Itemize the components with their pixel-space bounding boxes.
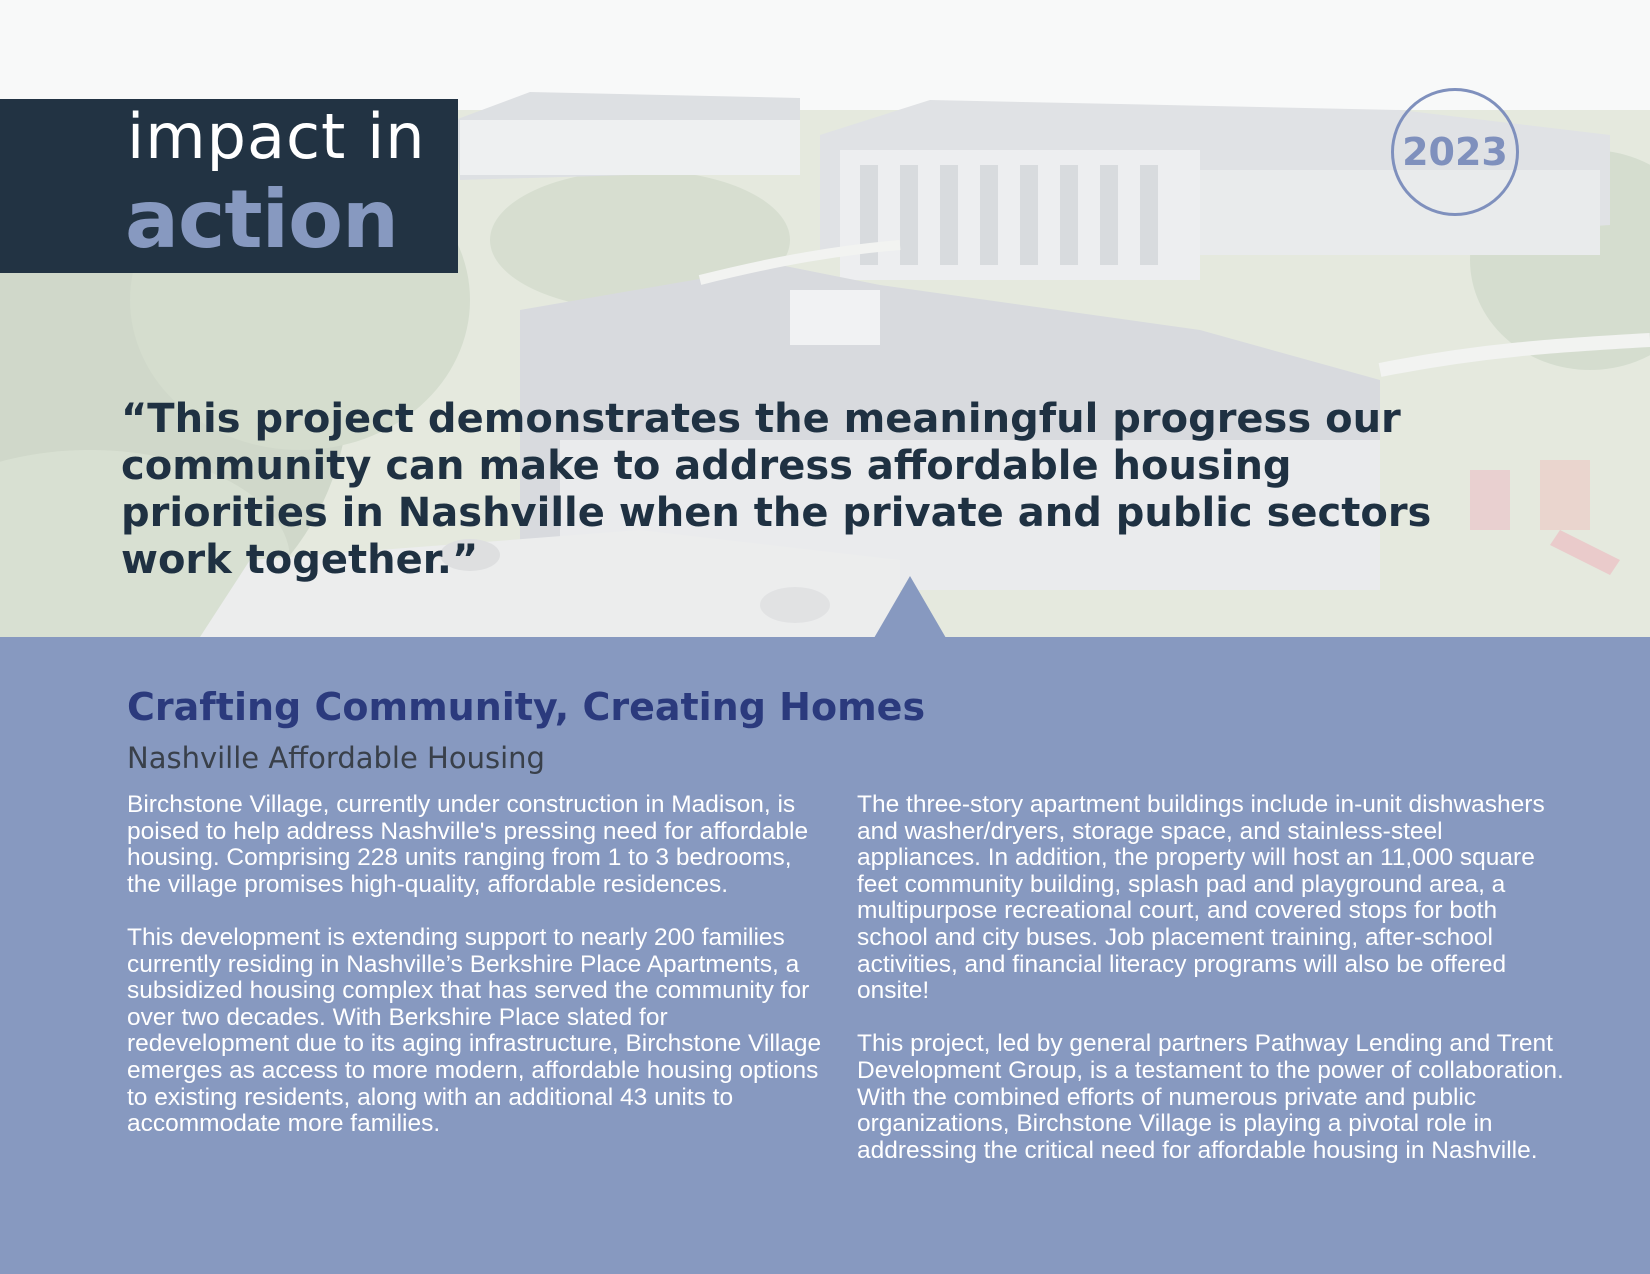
- panel-pointer-triangle: [874, 576, 946, 638]
- body-column-left: [127, 792, 827, 1164]
- title-line-impact-in: impact in: [127, 100, 426, 173]
- section-title: Crafting Community, Creating Homes: [127, 685, 926, 729]
- body-paragraph: The three-story apartment buildings include in-unit dishwashers and washer/dryers, storage space, and stainless-steel appliances. In addition, the property will host an 11,000 square feet community building, splash pad and playground area, a multipurpose recreational court, and covered stops for both school and city buses. Job placement training, after-school activities, and financial literacy programs will also be offered onsite!: [857, 791, 1545, 1005]
- pull-quote: “This project demonstrates the meaningful progress our community can make to address affordable housing priorities in Nashville when the private and public sectors work together.”: [121, 396, 1432, 583]
- body-paragraph: This development is extending support to nearly 200 families currently residing in Nashville’s Berkshire Place Apartments, a subsidized housing complex that has served the community for over two decades. With Berkshire Place slated for redevelopment due to its aging infrastructure, Birchstone Village emerges as access to more modern, affordable housing options to existing residents, along with an additional 43 units to accommodate more families.: [127, 923, 822, 1138]
- body-paragraph: This project, led by general partners Pathway Lending and Trent Development Group, is a testament to the power of collaboration. With the combined efforts of numerous private and public organizations, Birchstone Village is playing a pivotal role in addressing the critical need for affordable housing in Nashville.: [857, 1030, 1564, 1164]
- body-paragraph: Birchstone Village, currently under construction in Madison, is poised to help address Nashville's pressing need for affordable housing. Comprising 228 units ranging from 1 to 3 bedrooms, the village promises high-quality, affordable residences.: [127, 791, 809, 898]
- year-badge: [1391, 88, 1519, 216]
- year-text: 2023: [1402, 130, 1508, 174]
- body-column-right: [857, 792, 1572, 1191]
- section-subtitle: Nashville Affordable Housing: [127, 741, 545, 775]
- title-line-action: action: [125, 173, 398, 266]
